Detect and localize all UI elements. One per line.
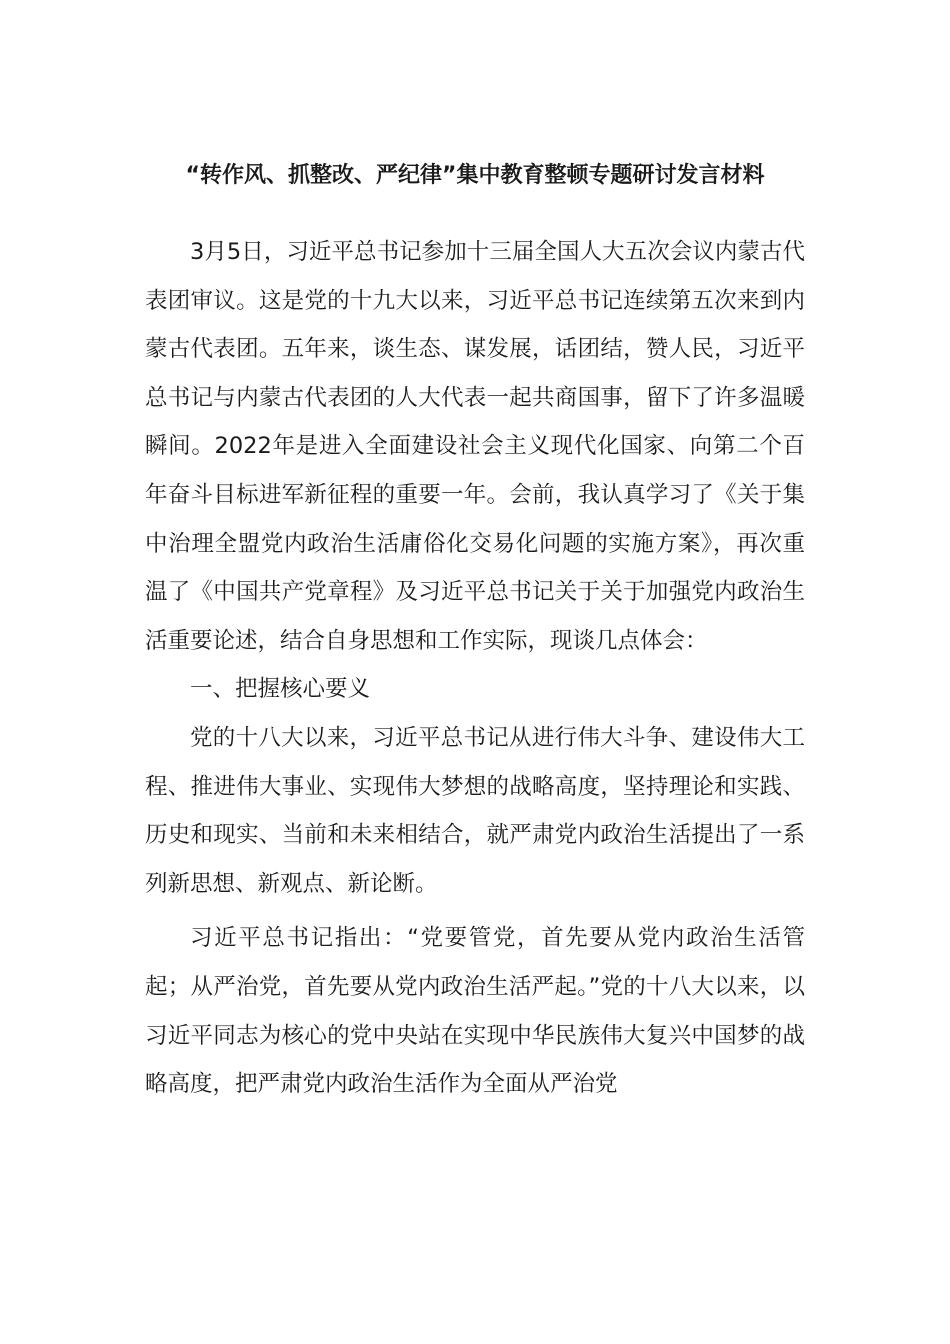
section-heading-1: 一、把握核心要义 <box>190 676 371 703</box>
paragraph-section1-2: 习近平总书记指出：“党要管党，首先要从党内政治生活管起；从严治党，首先要从党内政治生活严起。”党的十八大以来，以习近平同志为核心的党中央站在实现中华民族伟大复兴中国梦的战略高度，把严肃党内政治生活作为全面从严治党 <box>145 925 805 1098</box>
paragraph-intro: 3月5日，习近平总书记参加十三届全国人大五次会议内蒙古代表团审议。这是党的十九大以来，习近平总书记连续第五次来到内蒙古代表团。五年来，谈生态、谋发展，话团结，赞人民，习近平总书记与内蒙古代表团的人大代表一起共商国事，留下了许多温暖瞬间。2022年是进入全面建设社会主义现代化国家、向第二个百年奋斗目标进军新征程的重要一年。会前，我认真学习了《关于集中治理全盟党内政治生活庸俗化交易化问题的实施方案》，再次重温了《中国共产党章程》及习近平总书记关于关于加强党内政治生活重要论述，结合自身思想和工作实际，现谈几点体会： <box>145 239 805 654</box>
document-body <box>145 228 805 1109</box>
document-title: “转作风、抓整改、严纪律”集中教育整顿专题研讨发言材料 <box>185 163 765 188</box>
paragraph-section1-1: 党的十八大以来，习近平总书记从进行伟大斗争、建设伟大工程、推进伟大事业、实现伟大梦想的战略高度，坚持理论和实践、历史和现实、当前和未来相结合，就严肃党内政治生活提出了一系列新思想、新观点、新论断。 <box>145 724 805 897</box>
